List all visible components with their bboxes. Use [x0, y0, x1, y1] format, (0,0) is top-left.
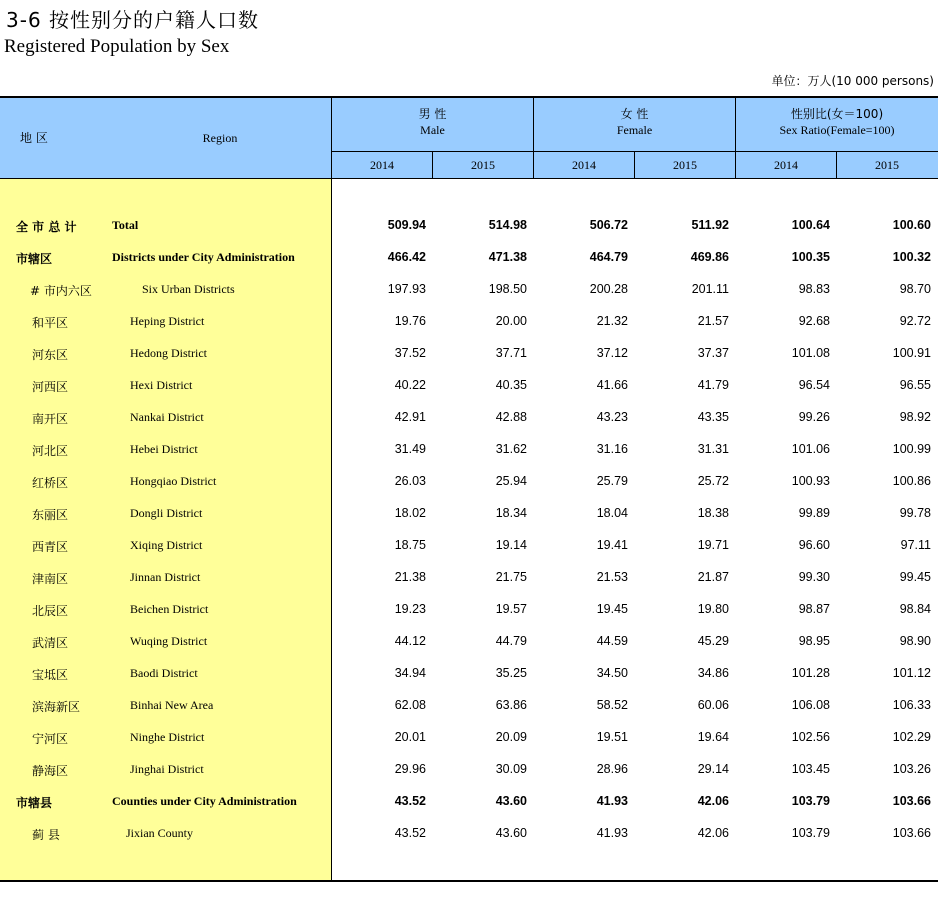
value-cell: 43.60 — [495, 794, 527, 808]
value-cell: 18.34 — [495, 506, 527, 520]
region-name-english: Jinghai District — [130, 762, 204, 776]
value-cell: 29.96 — [394, 762, 426, 776]
region-name-chinese: 全 市 总 计 — [16, 220, 77, 234]
region-name-chinese: 津南区 — [32, 572, 69, 586]
value-cell: 99.30 — [798, 570, 830, 584]
value-cell: 20.01 — [394, 730, 426, 744]
value-cell: 42.06 — [697, 826, 729, 840]
value-cell: 21.32 — [596, 314, 628, 328]
value-cell: 97.11 — [900, 538, 931, 552]
table-row — [0, 338, 938, 370]
value-cell: 35.25 — [495, 666, 527, 680]
year-ratio-2014: 2014 — [774, 158, 798, 172]
value-cell: 101.06 — [791, 442, 830, 456]
value-cell: 58.52 — [596, 698, 628, 712]
value-cell: 43.35 — [697, 410, 729, 424]
value-cell: 34.86 — [697, 666, 729, 680]
table-row — [0, 434, 938, 466]
value-cell: 511.92 — [691, 218, 729, 232]
value-cell: 21.53 — [596, 570, 628, 584]
value-cell: 514.98 — [488, 218, 527, 232]
value-cell: 101.12 — [892, 666, 931, 680]
value-cell: 28.96 — [596, 762, 628, 776]
value-cell: 19.45 — [596, 602, 628, 616]
region-name-chinese: 蓟 县 — [32, 828, 60, 842]
value-cell: 20.09 — [495, 730, 527, 744]
value-cell: 41.93 — [596, 794, 628, 808]
value-cell: 19.41 — [596, 538, 628, 552]
value-cell: 19.71 — [697, 538, 729, 552]
value-cell: 100.60 — [892, 218, 931, 232]
value-cell: 20.00 — [495, 314, 527, 328]
female-header: 女 性 Female — [616, 107, 653, 137]
region-name-chinese: 宝坻区 — [32, 668, 69, 682]
value-cell: 21.87 — [697, 570, 729, 584]
region-name-chinese: 和平区 — [32, 316, 69, 330]
year-male-2015: 2015 — [471, 158, 495, 172]
value-cell: 34.94 — [394, 666, 426, 680]
value-cell: 43.23 — [596, 410, 628, 424]
region-name-english: Hongqiao District — [130, 474, 217, 488]
value-cell: 98.84 — [899, 602, 931, 616]
value-cell: 41.66 — [596, 378, 628, 392]
population-table — [0, 96, 938, 882]
year-female-2015: 2015 — [673, 158, 697, 172]
top-border — [0, 96, 938, 98]
region-name-english: Jixian County — [126, 826, 194, 840]
value-cell: 103.26 — [892, 762, 931, 776]
region-header-chinese: 地 区 — [20, 131, 48, 145]
value-cell: 469.86 — [690, 250, 729, 264]
table-row — [0, 210, 938, 242]
value-cell: 18.04 — [596, 506, 628, 520]
value-cell: 101.28 — [791, 666, 830, 680]
header-bottom-border — [0, 178, 938, 179]
value-cell: 102.56 — [791, 730, 830, 744]
value-cell: 18.38 — [697, 506, 729, 520]
table-row — [0, 626, 938, 658]
value-cell: 19.64 — [697, 730, 729, 744]
table-row — [0, 690, 938, 722]
region-name-chinese: 市辖县 — [16, 796, 53, 810]
value-cell: 102.29 — [892, 730, 931, 744]
value-cell: 19.76 — [394, 314, 426, 328]
value-cell: 506.72 — [589, 218, 628, 232]
value-cell: 31.62 — [495, 442, 527, 456]
table-row — [0, 242, 938, 274]
value-cell: 100.99 — [892, 442, 931, 456]
region-name-english: Baodi District — [130, 666, 198, 680]
value-cell: 201.11 — [691, 282, 729, 296]
region-name-chinese: 宁河区 — [32, 732, 69, 746]
value-cell: 31.16 — [596, 442, 628, 456]
table-row — [0, 370, 938, 402]
value-cell: 19.23 — [394, 602, 426, 616]
table-body — [0, 210, 938, 850]
value-cell: 26.03 — [394, 474, 426, 488]
table-row — [0, 402, 938, 434]
value-cell: 60.06 — [697, 698, 729, 712]
value-cell: 44.59 — [596, 634, 628, 648]
value-cell: 18.75 — [394, 538, 426, 552]
value-cell: 40.22 — [394, 378, 426, 392]
value-cell: 29.14 — [697, 762, 729, 776]
value-cell: 30.09 — [495, 762, 527, 776]
value-cell: 103.79 — [791, 794, 830, 808]
male-header: 男 性 Male — [418, 107, 447, 137]
region-name-english: Nankai District — [130, 410, 204, 424]
value-cell: 100.35 — [791, 250, 830, 264]
value-cell: 98.92 — [899, 410, 931, 424]
value-cell: 25.94 — [495, 474, 527, 488]
region-name-english: Hedong District — [130, 346, 207, 360]
value-cell: 101.08 — [791, 346, 830, 360]
table-title-english: Registered Population by Sex — [4, 36, 230, 57]
value-cell: 96.54 — [798, 378, 830, 392]
region-name-english: Districts under City Administration — [112, 250, 295, 264]
year-female-2014: 2014 — [572, 158, 596, 172]
value-cell: 200.28 — [589, 282, 628, 296]
value-cell: 44.12 — [394, 634, 426, 648]
value-cell: 43.52 — [394, 794, 426, 808]
table-row — [0, 498, 938, 530]
value-cell: 37.37 — [697, 346, 729, 360]
region-header-english: Region — [202, 131, 238, 145]
table-row — [0, 722, 938, 754]
value-cell: 19.14 — [495, 538, 527, 552]
value-cell: 103.79 — [791, 826, 830, 840]
region-name-english: Beichen District — [130, 602, 209, 616]
value-cell: 103.66 — [892, 826, 931, 840]
value-cell: 25.79 — [596, 474, 628, 488]
bottom-border — [0, 880, 938, 882]
region-name-chinese: # 市内六区 — [30, 284, 92, 298]
value-cell: 99.89 — [798, 506, 830, 520]
region-name-chinese: 滨海新区 — [32, 700, 81, 714]
value-cell: 100.32 — [892, 250, 931, 264]
value-cell: 63.86 — [495, 698, 527, 712]
table-row — [0, 754, 938, 786]
value-cell: 106.08 — [791, 698, 830, 712]
region-name-chinese: 河东区 — [32, 348, 69, 362]
region-name-english: Ninghe District — [130, 730, 205, 744]
value-cell: 21.57 — [697, 314, 729, 328]
value-cell: 37.52 — [394, 346, 426, 360]
value-cell: 40.35 — [495, 378, 527, 392]
value-cell: 99.45 — [899, 570, 931, 584]
value-cell: 103.66 — [892, 794, 931, 808]
value-cell: 43.52 — [394, 826, 426, 840]
value-cell: 37.71 — [495, 346, 527, 360]
value-cell: 45.29 — [697, 634, 729, 648]
value-cell: 37.12 — [596, 346, 628, 360]
region-name-chinese: 河北区 — [32, 444, 69, 458]
table-row — [0, 530, 938, 562]
value-cell: 96.55 — [899, 378, 931, 392]
region-name-english: Binhai New Area — [130, 698, 214, 712]
region-name-english: Hebei District — [130, 442, 198, 456]
value-cell: 98.87 — [798, 602, 830, 616]
table-row — [0, 658, 938, 690]
region-name-chinese: 河西区 — [32, 380, 69, 394]
region-name-english: Counties under City Administration — [112, 794, 297, 808]
region-name-chinese: 西青区 — [32, 540, 69, 554]
value-cell: 100.93 — [791, 474, 830, 488]
region-name-chinese: 东丽区 — [32, 508, 69, 522]
year-male-2014: 2014 — [370, 158, 394, 172]
value-cell: 43.60 — [495, 826, 527, 840]
value-cell: 98.95 — [798, 634, 830, 648]
unit-label: 单位：万人(10 000 persons) — [771, 74, 934, 88]
value-cell: 92.68 — [798, 314, 830, 328]
region-name-chinese: 武清区 — [32, 636, 69, 650]
value-cell: 98.70 — [899, 282, 931, 296]
value-cell: 99.78 — [899, 506, 931, 520]
region-name-english: Jinnan District — [130, 570, 201, 584]
value-cell: 31.49 — [394, 442, 426, 456]
value-cell: 100.91 — [892, 346, 931, 360]
value-cell: 96.60 — [798, 538, 830, 552]
value-cell: 19.57 — [495, 602, 527, 616]
table-row — [0, 562, 938, 594]
value-cell: 100.64 — [791, 218, 830, 232]
value-cell: 466.42 — [387, 250, 426, 264]
value-cell: 197.93 — [387, 282, 426, 296]
region-name-english: Xiqing District — [130, 538, 203, 552]
table-row — [0, 818, 938, 850]
region-name-english: Wuqing District — [130, 634, 208, 648]
value-cell: 19.51 — [596, 730, 628, 744]
value-cell: 106.33 — [892, 698, 931, 712]
value-cell: 44.79 — [495, 634, 527, 648]
value-cell: 99.26 — [798, 410, 830, 424]
table-row — [0, 594, 938, 626]
table-row — [0, 274, 938, 306]
region-name-english: Six Urban Districts — [142, 282, 235, 296]
region-name-english: Dongli District — [130, 506, 203, 520]
table-title-chinese: 3-6 按性别分的户籍人口数 — [6, 8, 260, 32]
value-cell: 42.88 — [495, 410, 527, 424]
value-cell: 98.83 — [798, 282, 830, 296]
value-cell: 464.79 — [589, 250, 628, 264]
value-cell: 25.72 — [697, 474, 729, 488]
value-cell: 19.80 — [697, 602, 729, 616]
value-cell: 21.38 — [394, 570, 426, 584]
year-ratio-2015: 2015 — [875, 158, 899, 172]
value-cell: 100.86 — [892, 474, 931, 488]
value-cell: 92.72 — [899, 314, 931, 328]
region-name-chinese: 南开区 — [32, 412, 69, 426]
region-name-chinese: 北辰区 — [32, 604, 69, 618]
value-cell: 509.94 — [387, 218, 426, 232]
table-row — [0, 306, 938, 338]
value-cell: 98.90 — [899, 634, 931, 648]
region-name-chinese: 市辖区 — [16, 252, 53, 266]
value-cell: 41.79 — [697, 378, 729, 392]
region-name-chinese: 红桥区 — [32, 476, 69, 490]
sex-ratio-header: 性别比(女＝100) Sex Ratio(Female=100) — [779, 107, 895, 137]
table-row — [0, 466, 938, 498]
region-name-english: Total — [112, 218, 139, 232]
value-cell: 34.50 — [596, 666, 628, 680]
table-row — [0, 786, 938, 818]
value-cell: 103.45 — [791, 762, 830, 776]
value-cell: 31.31 — [697, 442, 729, 456]
value-cell: 198.50 — [488, 282, 527, 296]
value-cell: 471.38 — [488, 250, 527, 264]
value-cell: 41.93 — [596, 826, 628, 840]
value-cell: 62.08 — [394, 698, 426, 712]
value-cell: 21.75 — [495, 570, 527, 584]
value-cell: 18.02 — [394, 506, 426, 520]
value-cell: 42.91 — [394, 410, 426, 424]
region-name-english: Heping District — [130, 314, 205, 328]
region-name-chinese: 静海区 — [32, 764, 69, 778]
value-cell: 42.06 — [697, 794, 729, 808]
region-name-english: Hexi District — [130, 378, 193, 392]
